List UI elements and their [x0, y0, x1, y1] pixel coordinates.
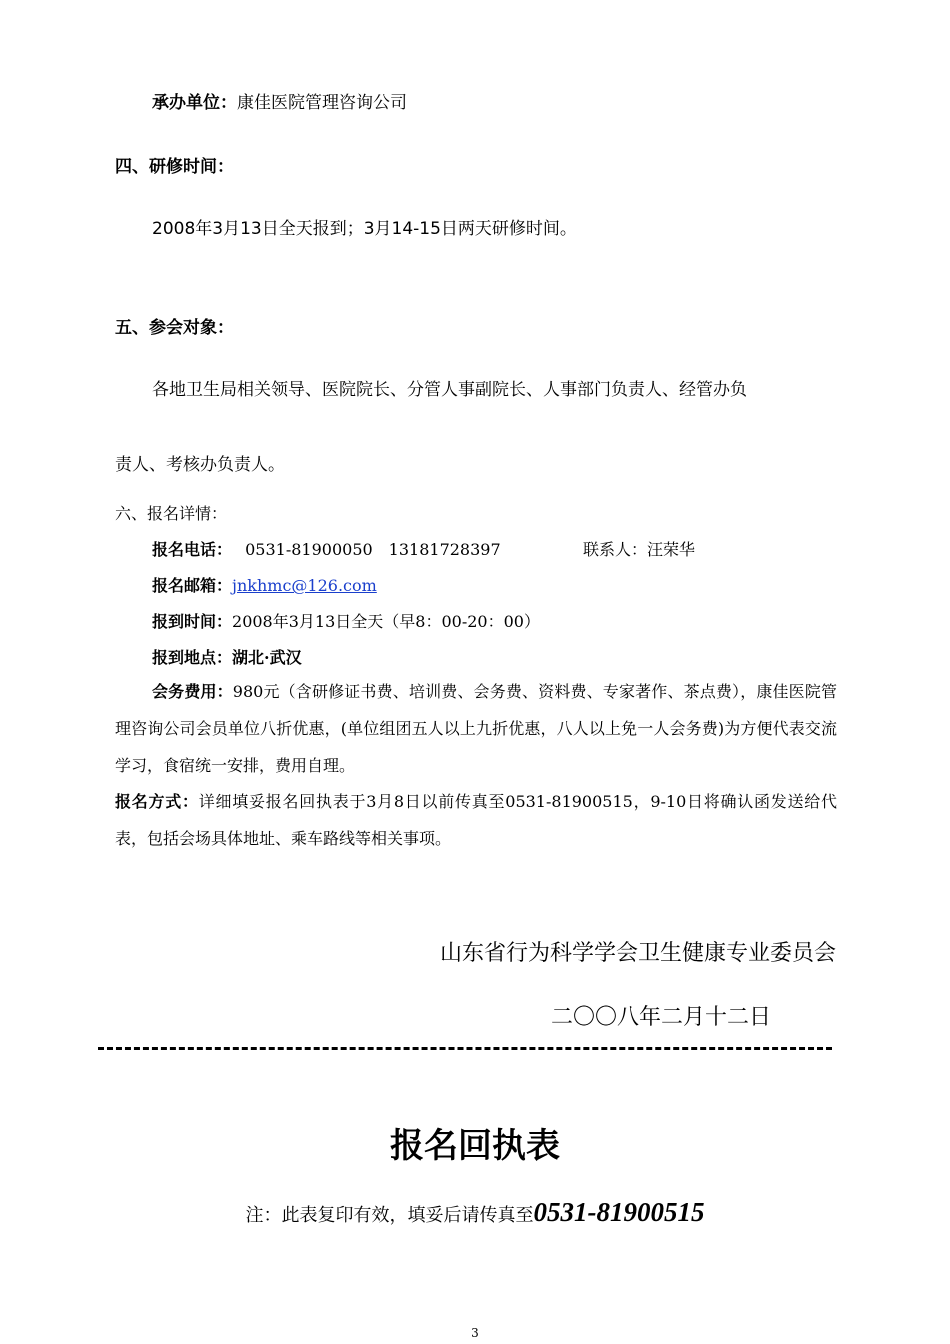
section5-heading: 五、参会对象： [115, 318, 234, 338]
form-note-text: 注：此表复印有效，填妥后请传真至 [245, 1205, 534, 1226]
organizer-value: 康佳医院管理咨询公司 [237, 93, 407, 113]
section4-text: 2008年3月13日全天报到；3月14-15日两天研修时间。 [152, 219, 577, 239]
email-line [152, 573, 377, 596]
phone-line [152, 537, 501, 560]
fee-label: 会务费用： [152, 682, 233, 701]
method-value: 详细填妥报名回执表于3月8日以前传真至0531-81900515，9-10日将确认函发送给代表，包括会场具体地址、乘车路线等相关事项。 [115, 792, 837, 848]
section5-line2: 责人、考核办负责人。 [115, 455, 285, 475]
signature-date: 二〇〇八年二月十二日 [551, 1005, 772, 1030]
method-paragraph [115, 783, 837, 857]
contact-person: 联系人：汪荣华 [583, 540, 696, 559]
phone-value: 0531-81900050 13181728397 [245, 540, 501, 559]
time-value: 2008年3月13日全天（早8：00-20：00） [232, 612, 540, 631]
section5-line1: 各地卫生局相关领导、医院院长、分管人事副院长、人事部门负责人、经管办负 [152, 380, 747, 400]
form-title: 报名回执表 [390, 1126, 560, 1166]
fee-value: 980元（含研修证书费、培训费、会务费、资料费、专家著作、茶点费），康佳医院管理咨询公司会员单位八折优惠，(单位组团五人以上九折优惠，八人以上免一人会务费)为方便代表交流学习，食宿统一安排，费用自理。 [115, 682, 837, 775]
section6-heading: 六、报名详情： [115, 504, 228, 523]
method-label: 报名方式： [115, 792, 199, 811]
phone-label: 报名电话： [152, 540, 233, 559]
fee-paragraph [115, 673, 837, 784]
time-line [152, 609, 540, 632]
page-number: 3 [471, 1326, 479, 1340]
email-label: 报名邮箱： [152, 576, 233, 595]
place-line: 报到地点：湖北·武汉 [152, 648, 302, 667]
signature-org: 山东省行为科学学会卫生健康专业委员会 [439, 941, 836, 966]
organizer-label: 承办单位： [152, 93, 237, 113]
organizer-line [152, 88, 407, 113]
fax-number: 0531-81900515 [533, 1197, 705, 1227]
section4-heading: 四、研修时间： [115, 157, 234, 177]
email-link[interactable]: jnkhmc@126.com [232, 576, 377, 595]
cut-line-divider [98, 1047, 832, 1050]
form-note [0, 1197, 950, 1228]
time-label: 报到时间： [152, 612, 233, 631]
